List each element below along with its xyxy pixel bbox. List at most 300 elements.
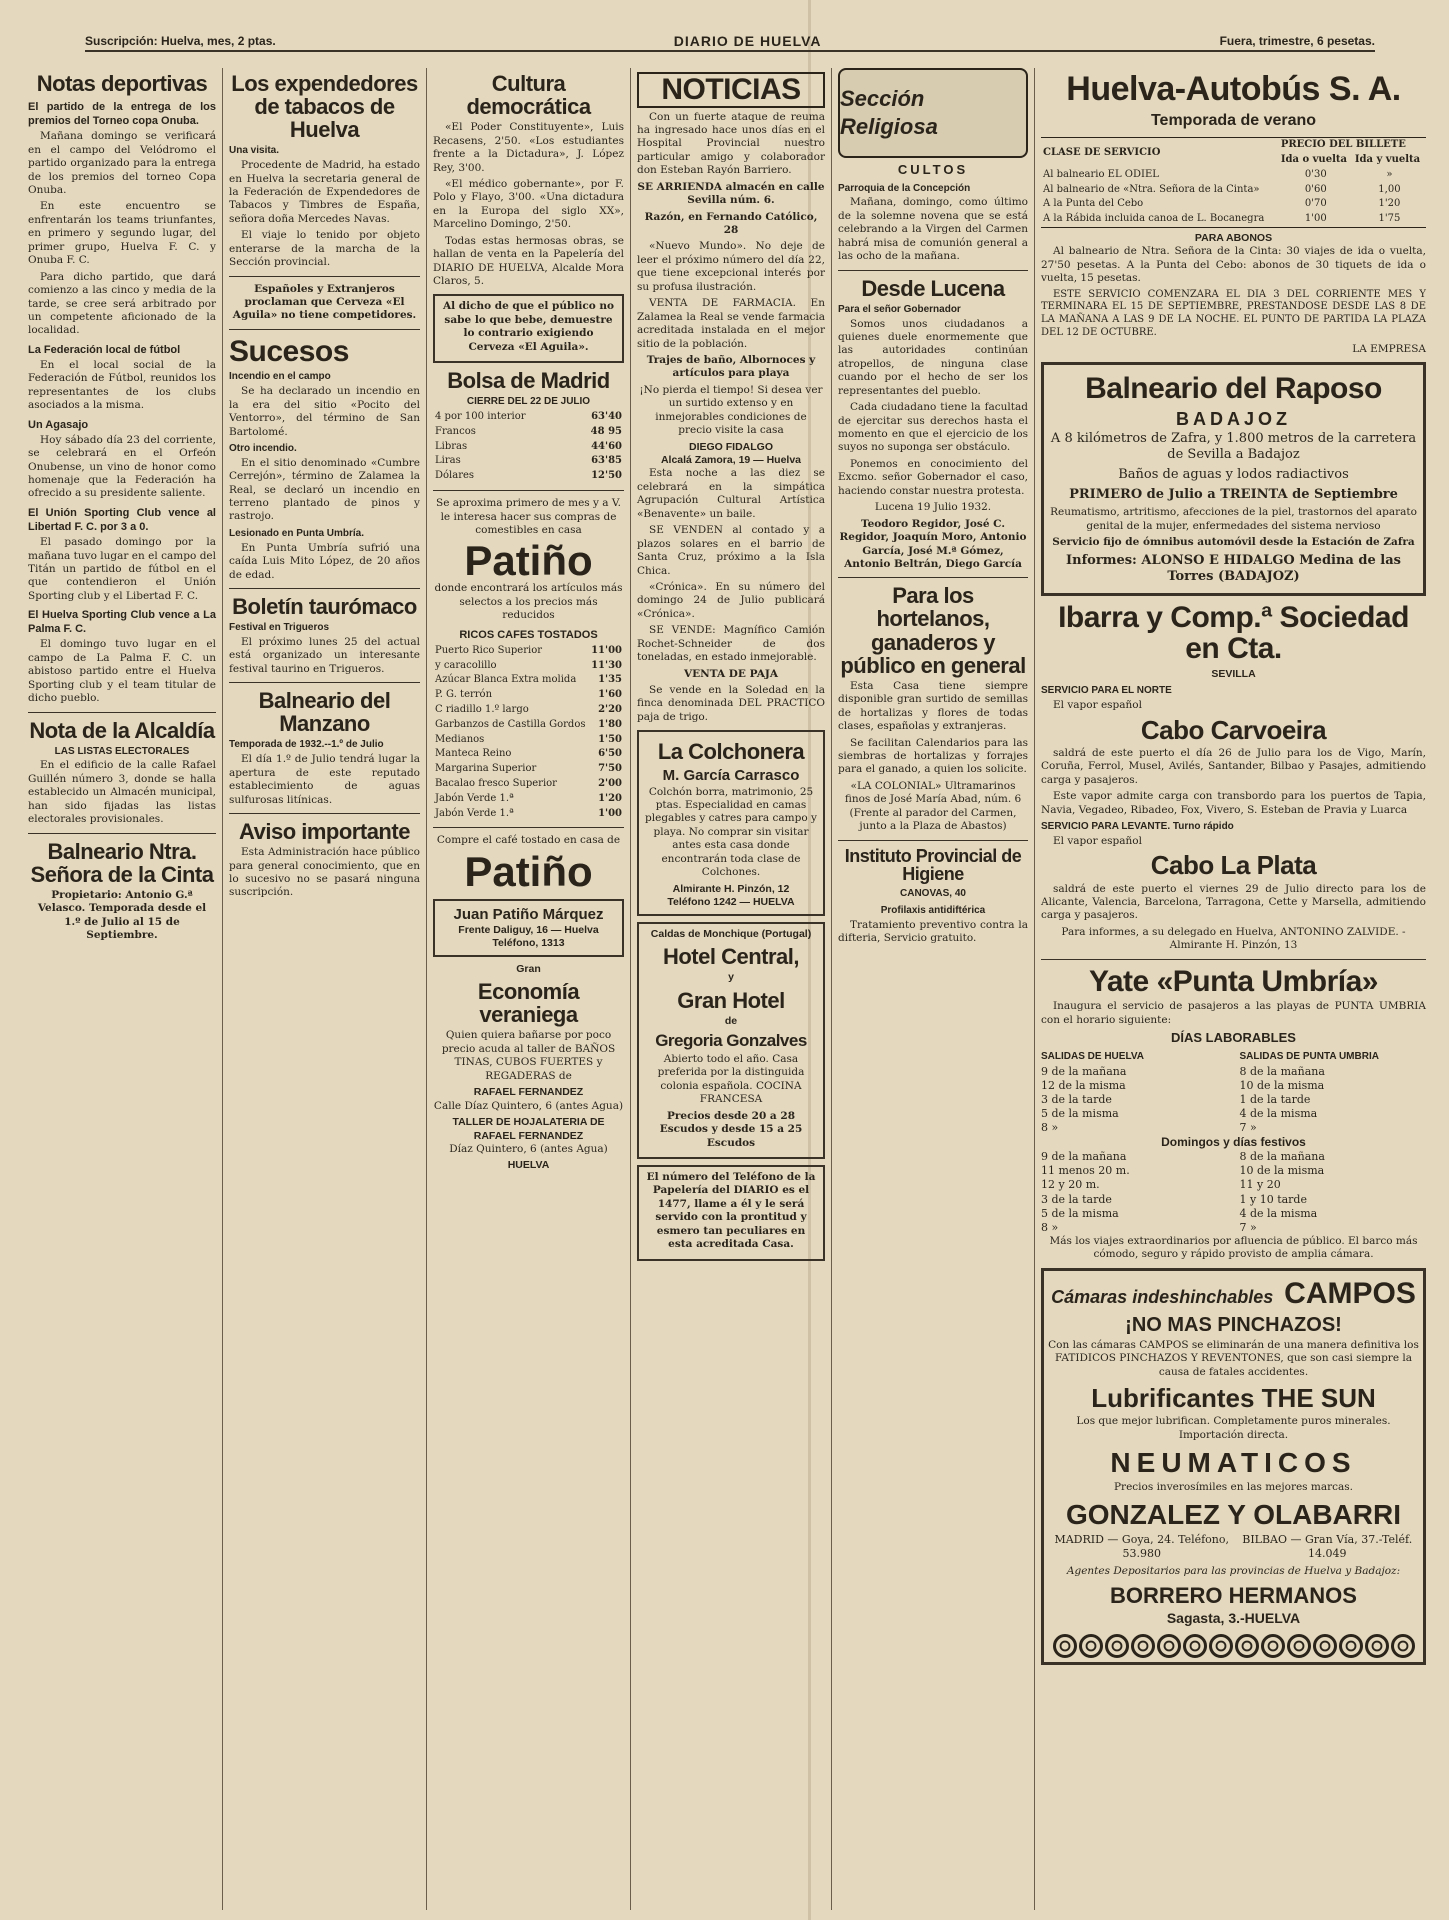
divider [229,682,420,683]
paragraph: saldrá de este puerto el día 26 de Julio para los de Vigo, Marín, Coruña, Ferrol, Musel, Avilés, Santander, Bilbao y Pasajes, admitiendo carga y pasajeros. [1041,746,1426,786]
culture-title: Cultura democrática [466,71,591,120]
weekday-schedule [1041,1047,1426,1135]
divider [433,490,624,491]
bus-subtitle: Temporada de verano [1150,111,1317,129]
tobacco-title: Los expendedores de tabacos de Huelva [231,71,418,143]
patino-brand: Patiño [464,537,593,585]
bus-col-service: CLASE DE SERVICIO [1043,146,1161,158]
letter-date: Lucena 19 Julio 1932. [874,501,992,514]
coffee-row [433,777,624,792]
subheading: CANOVAS, 40 [900,888,966,900]
item-name: Puerto Rico Superior [435,644,543,656]
noticias-title: NOTICIAS [637,72,825,108]
paragraph: «El médico gobernante», por F. Polo y Flayo, 3'00. «Una dictadura en la Europa del siglo XX», Marcelino Domingo, 2'50. [433,177,624,231]
city: HUELVA [507,1159,550,1172]
classified: SE ARRIENDA almacén en calle Sevilla núm. 6. [637,180,825,207]
taller-title: TALLER DE HOJALATERIA DE [452,1116,605,1129]
schedule-time: 3 de la tarde [1041,1092,1112,1106]
religious-section-logo: Sección Religiosa [838,68,1028,158]
subheading: El partido de la entrega de los premios del Torneo copa Onuba. [28,101,216,128]
paragraph: PRIMERO de Julio a TREINTA de Septiembre [1069,486,1398,502]
subheading: Para el señor Gobernador [838,303,961,315]
item-value: 11'00 [591,644,622,656]
paragraph: Quien quiera bañarse por poco precio acuda al taller de BAÑOS TINAS, CUBOS FUERTES y REGADERAS de [441,1029,616,1082]
item-value: 1'20 [598,792,622,804]
classified: ¡No pierda el tiempo! Si desea ver un surtido extenso y en inmejorables condiciones de precio visite la casa [639,383,823,437]
bus-destination: A la Punta del Cebo [1043,198,1144,210]
beer-note: Españoles y Extranjeros proclaman que Cerveza «El Aguila» no tiene competidores. [232,282,417,322]
schedule-time: 10 de la misma [1239,1164,1325,1178]
bus-row [1041,168,1426,183]
bus-destination: Al balneario EL ODIEL [1043,168,1159,180]
item-value: 1'00 [598,807,622,819]
borrero-address: Sagasta, 3.-HUELVA [1166,1609,1301,1626]
stock-subtitle: CIERRE DEL 22 DE JULIO [466,396,591,408]
paragraph: Todas estas hermosas obras, se hallan de venta en la Papelería del DIARIO DE HUELVA, Alcalde Mora Claros, 5. [433,234,624,287]
paragraph: Baños de aguas y lodos radiactivos [1118,467,1349,483]
coffee-row [433,644,624,659]
subheading: El Huelva Sporting Club vence a La Palma F. C. [28,609,216,636]
paragraph: En el sitio denominado «Cumbre Cerrejón», término de Zalamea la Real, se declaró un incendio en terreno plantado de pinos y rastrojo. [229,456,420,523]
abonos-title: PARA ABONOS [1194,231,1273,244]
coffee-row [433,718,624,733]
schedule-time: 8 » [1041,1220,1059,1234]
bilbao-address: BILBAO — Gran Vía, 37.-Teléf. 14.049 [1242,1533,1413,1561]
schedule-time: 8 » [1041,1120,1059,1134]
item-name: Dólares [435,470,475,482]
paragraph: En el local social de la Federación de Fútbol, reunidos los representantes de los clubs asociados a la misma. [28,358,216,412]
juan-patino-name: Juan Patiño Márquez [453,905,604,923]
bus-row [1041,212,1426,227]
paragraph: Propietario: Antonio G.ª Velasco. Temporada desde el 1.º de Julio al 15 de Septiembre. [37,888,207,942]
tire-icon [1261,1634,1285,1658]
schedule-time: 5 de la misma [1041,1106,1119,1120]
tire-icon [1079,1634,1103,1658]
coffee-row [433,659,624,674]
coffee-row [433,792,624,807]
raposo-city: BADAJOZ [1175,408,1291,429]
schedule-time: 8 de la mañana [1239,1150,1325,1164]
ship-1: Cabo Carvoeira [1140,714,1327,745]
column-1 [22,68,222,1910]
tire-icon [1209,1634,1233,1658]
schedule-time: 1 de la tarde [1239,1092,1311,1106]
item-value: 12'50 [591,470,622,482]
coffee-row [433,733,624,748]
paragraph: Se ha declarado un incendio en la era del sitio «Pocito del Ventorro», del término de San Bartolomé. [229,385,420,438]
stock-row [433,425,624,440]
hygiene-title: Instituto Provincial de Higiene [844,845,1022,885]
subheading: LAS LISTAS ELECTORALES [54,745,190,757]
divider [28,833,216,834]
bus-price-one-way: 0'70 [1304,198,1327,210]
paragraph: «Crónica». En su número del domingo 24 de Julio publicará «Crónica». [637,580,825,620]
paragraph: Los que mejor lubrifican. Completamente puros minerales. Importación directa. [1076,1415,1391,1441]
juan-patino-phone: Teléfono, 1313 [492,937,565,950]
from-huelva [1041,1047,1228,1135]
caldas-title: Caldas de Monchique (Portugal) [650,927,812,940]
tire-icon [1183,1634,1207,1658]
bus-price-round: 1'75 [1378,213,1401,225]
hotel-owner: Gregoria Gonzalves [655,1031,807,1051]
subheading: SERVICIO PARA LEVANTE. Turno rápido [1041,821,1234,833]
paragraph: El vapor español [1053,834,1142,847]
coffee-row [433,747,624,762]
bus-signature: LA EMPRESA [1352,342,1426,355]
item-name: y caracolillo [435,659,497,671]
stock-row [433,410,624,425]
paragraph: Tratamiento preventivo contra la difteria, Servicio gratuito. [838,918,1028,945]
item-name: Manteca Reino [435,748,512,760]
schedule-time: 1 y 10 tarde [1239,1192,1307,1206]
classified: SE VENDE: Magnífico Camión Rochet-Schneider de dos toneladas, en estado inmejorable. [637,624,825,664]
bus-col-one-way: Ida o vuelta [1280,153,1347,165]
bus-title: Huelva-Autobús S. A. [1066,70,1401,108]
paragraph: Más los viajes extraordinarios por afluencia de público. El barco más cómodo, seguro y rápido provisto de amplia cámara. [1049,1234,1418,1261]
bus-row [1041,183,1426,198]
from-punta-heading: SALIDAS DE PUNTA UMBRIA [1239,1050,1379,1062]
ibarra-city: SEVILLA [1211,667,1256,680]
schedule-time: 7 » [1239,1220,1257,1234]
schedule-time: 10 de la misma [1239,1078,1325,1092]
divider [229,329,420,330]
paragraph: saldrá de este puerto el viernes 29 de Julio directo para los de Alicante, Valencia, Barcelona, Tarragona, Cette y Marsella, admitiendo carga y pasajeros. [1041,882,1426,922]
colchonera-phone: Teléfono 1242 — HUELVA [667,896,795,909]
paragraph: Esta Casa tiene siempre disponible gran surtido de semillas de hortalizas y flores de todas clases, españolas y extranjeras. [838,679,1028,733]
paragraph: Al balneario de Ntra. Señora de la Cinta: 30 viajes de ida o vuelta, 27'50 pesetas. A la Punta del Cebo: abonos de 30 tiquets de ida o vuelta, 15 pesetas. [1041,245,1426,285]
divider [838,270,1028,271]
item-value: 2'20 [598,703,622,715]
subheading: SERVICIO PARA EL NORTE [1041,685,1172,697]
ibarra-title: Ibarra y Comp.ª Sociedad en Cta. [1058,600,1409,666]
item-name: Liras [435,455,461,467]
divider [229,813,420,814]
stock-row [433,454,624,469]
subheading: El Unión Sporting Club vence al Libertad F. C. por 3 a 0. [28,506,216,533]
patino-brand-2: Patiño [464,847,593,895]
subheading: Otro incendio. [229,442,297,454]
subheading: Una visita. [229,145,280,157]
paragraph: El día 1.º de Julio tendrá lugar la apertura de este reputado establecimiento de aguas sulfurosas litínicas. [229,753,420,806]
bus-price-round: 1'20 [1378,198,1401,210]
item-name: Medianos [435,733,485,745]
diego-address: Alcalá Zamora, 19 — Huelva [660,454,802,466]
manzano-title: Balneario del Manzano [258,688,391,737]
hotel-box [637,922,825,1159]
beer-box [433,294,624,363]
out-of-town-price: Fuera, trimestre, 6 pesetas. [1219,34,1375,48]
item-value: 63'85 [591,455,622,467]
tire-icon [1131,1634,1155,1658]
sundays-title: Domingos y días festivos [1161,1134,1306,1149]
subheading: Profilaxis antidiftérica [880,905,986,917]
box-text: El número del Teléfono de la Papelería del DIARIO es el 1477, llame a él y le será servido con la prontitud y esmero tan peculiares en esta acreditada Casa. [646,1170,816,1251]
neumaticos-title: NEUMATICOS [1110,1447,1357,1479]
colchonera-name: M. García Carrasco [662,767,800,785]
paragraph: El domingo tuvo lugar en el campo de La Palma F. C. un abistoso partido entre el Huelva Sporting club y el team titular de dicho pueblo. [28,638,216,705]
subheading: La Federación local de fútbol [28,343,181,356]
from-huelva-heading: SALIDAS DE HUELVA [1041,1050,1144,1062]
madrid-address: MADRID — Goya, 24. Teléfono, 53.980 [1054,1533,1230,1561]
schedule-time: 12 y 20 m. [1041,1178,1100,1192]
paragraph: Calle Díaz Quintero, 6 (antes Agua) [433,1099,624,1112]
paragraph: Esta noche a las diez se celebrará en la simpática Agrupación Cultural Artística «Benavente» un baile. [637,467,825,520]
divider [838,840,1028,841]
ship-2: Cabo La Plata [1150,850,1317,881]
sunday-from-punta [1240,1150,1427,1234]
schedule-time: 5 de la misma [1041,1206,1119,1220]
masthead [85,32,1375,52]
schedule-time: 12 de la misma [1041,1078,1126,1092]
tire-icon [1365,1634,1389,1658]
item-value: 2'00 [598,777,622,789]
tire-decoration [1048,1634,1419,1658]
paragraph: Agentes Depositarios para las provincias de Huelva y Badajoz: [1066,1565,1401,1578]
paragraph: Para informes, a su delegado en Huelva, ANTONINO ZALVIDE. - Almirante H. Pinzón, 13 [1061,925,1406,952]
sunday-schedule [1041,1150,1426,1234]
item-value: 44'60 [591,440,622,452]
from-punta-umbria [1240,1047,1427,1135]
bus-price-round: » [1386,168,1393,180]
stock-row [433,469,624,484]
item-value: 48 95 [590,425,622,437]
column-6 [1034,68,1432,1910]
bus-price-one-way: 0'60 [1304,183,1327,195]
item-value: 1'60 [598,689,622,701]
paragraph: El pasado domingo por la mañana tuvo lugar en el campo del Titán un partido de fútbol en el que contendieron el Unión Sporting club y el Libertad F. C. [28,536,216,602]
item-name: Bacalao fresco Superior [435,777,557,789]
bus-price-round: 1,00 [1378,183,1401,195]
paragraph: Mañana domingo se verificará en el campo del Velódromo el partido organizado para la entrega de los premios del torneo Copa Onuba. [28,130,216,196]
bus-row [1041,197,1426,212]
rafael-name: RAFAEL FERNANDEZ [473,1086,584,1099]
paragraph: «El Poder Constituyente», Luis Recasens, 2'50. «Los estudiantes frente a la Dictadura», J. López Rey, 3'00. [433,121,624,174]
paragraph: El próximo lunes 25 del actual está organizado un interesante festival taurino en Trigueros. [229,635,420,675]
item-name: Margarina Superior [435,763,537,775]
balneario-cinta-title: Balneario Ntra. Señora de la Cinta [30,838,214,887]
coffee-row [433,688,624,703]
subheading: Parroquia de la Concepción [838,182,971,194]
item-value: 6'50 [598,748,622,760]
hortelanos-title: Para los hortelanos, ganaderos y público en general [840,583,1026,678]
bus-price-one-way: 1'00 [1304,213,1327,225]
item-value: 1'80 [598,718,622,730]
item-name: 4 por 100 interior [435,411,526,423]
hotel-de: de [724,1014,738,1027]
schedule-time: 11 y 20 [1239,1178,1281,1192]
item-value: 7'50 [598,763,622,775]
gonzalez-addresses [1048,1533,1419,1561]
item-value: 11'30 [591,659,622,671]
lucena-title: Desde Lucena [861,275,1005,301]
classified: SE VENDEN al contado y a plazos solares en el barrio de Santa Cruz, próximo a la Isla Chica. [637,524,825,577]
gonzalez-title: GONZALEZ Y OLABARRI [1066,1499,1401,1531]
juan-patino-box [433,899,624,957]
paragraph: Somos unos ciudadanos a quienes duele enormemente que las autoridades continúan atropellos, de ninguna clase cuando por el hecho de ser los representantes del pueblo. [838,317,1028,397]
bus-destination: A la Rábida incluida canoa de L. Bocanegra [1043,213,1265,225]
sucesos-title: Sucesos [229,334,349,368]
bus-col-round: Ida y vuelta [1354,153,1421,165]
paragraph: Esta Administración hace público para general conocimiento, que en lo sucesivo no se pasará ninguna suscripción. [229,846,420,899]
campos-brand: CAMPOS [1284,1276,1416,1310]
subheading: Lesionado en Punta Umbría. [229,527,365,539]
paragraph: Inaugura el servicio de pasajeros a las playas de PUNTA UMBRIA con el horario siguiente: [1041,1000,1426,1026]
tire-icon [1105,1634,1129,1658]
juan-patino-address: Frente Daliguy, 16 — Huelva [458,923,599,936]
tire-icon [1391,1634,1415,1658]
paragraph: Servicio fijo de ómnibus automóvil desde la Estación de Zafra [1052,536,1415,549]
item-value: 1'35 [598,674,622,686]
paragraph: Abierto todo el año. Casa preferida por la distinguida colonia española. COCINA FRANCESA [657,1052,805,1106]
cultos-label: CULTOS [897,162,969,177]
subheading: Temporada de 1932.--1.º de Julio [229,739,384,751]
tire-icon [1287,1634,1311,1658]
item-name: Jabón Verde 1.ª [435,792,514,804]
classified: VENTA DE FARMACIA. En Zalamea la Real se vende farmacia acreditada instalada en el mejor sitio de la población. [637,297,825,350]
box-text: Al dicho de que el público no sabe lo que bebe, demuestre lo contrario exigiendo Cerveza «El Aguila». [442,300,615,353]
item-value: 1'50 [598,733,622,745]
column-3 [426,68,630,1910]
hotel-central: Hotel Central, [662,943,800,969]
tire-icon [1235,1634,1259,1658]
item-name: Jabón Verde 1.ª [435,807,514,819]
coffee-row [433,673,624,688]
paragraph: Díaz Quintero, 6 (antes Agua) [449,1142,608,1155]
item-name: P. G. terrón [435,689,493,701]
paragraph: Procedente de Madrid, ha estado en Huelva la secretaria general de la Federación de Expendedores de Tabacos y Timbres de España, señora doña Mercedes Navas. [229,159,420,225]
economia-title: Economía veraniega [477,979,580,1028]
divider [1041,959,1426,960]
paragraph: A 8 kilómetros de Zafra, y 1.800 metros de la carretera de Sevilla a Badajoz [1050,430,1417,463]
schedule-time: 3 de la tarde [1041,1192,1112,1206]
paragraph: Ponemos en conocimiento del Excmo. señor Gobernador el caso, haciendo constar nuestra protesta. [838,457,1028,497]
sports-notes-title: Notas deportivas [36,71,208,96]
paragraph: Se facilitan Calendarios para las siembras de hortalizas y forrajes para el ganado, a quien los solicite. [838,736,1028,776]
rafael-name-2: RAFAEL FERNANDEZ [473,1129,584,1142]
paragraph: En este encuentro se enfrentarán los teams triunfantes, en primero y segundo lugar, del primer grupo, Huelva F. C. y Onuba F. C. [28,200,216,267]
paragraph: Para dicho partido, que dará comienzo a las cinco y media de la tarde, se cree será arbitrado por un competente aficionado de la localidad. [28,270,216,337]
raposo-box [1041,362,1426,596]
schedule-time: 7 » [1239,1120,1257,1134]
hotel-y: y [728,971,734,984]
paragraph: ESTE SERVICIO COMENZARA EL DIA 3 DEL CORRIENTE MES Y TERMINARA EL 15 DE SEPTIEMBRE, PRESTANDOSE DESDE LAS 8 DE LA MAÑANA A LAS 9 DE LA NOCHE. EL PUNTO DE PARTIDA LA PLAZA DEL 12 DE OCTUBRE. [1041,288,1426,339]
divider [229,588,420,589]
subscription-price: Suscripción: Huelva, mes, 2 ptas. [85,34,276,48]
schedule-time: 8 de la mañana [1239,1064,1325,1078]
borrero-title: BORRERO HERMANOS [1110,1582,1357,1608]
stock-table [433,410,624,484]
notice-title: Aviso importante [239,818,410,844]
column-4 [630,68,831,1910]
diego-name: DIEGO FIDALGO [689,440,773,453]
paragraph: Este vapor admite carga con transbordo para los puertos de Tapia, Navia, Vegadeo, Ribadeo, Fox, Vivero, S. Esteban de Pravia y Luarca [1041,790,1426,816]
paragraph: Compre el café tostado en casa de [436,834,621,847]
paragraph: Se aproxima primero de mes y a V. le interesa hacer sus compras de comestibles en casa [436,497,621,536]
yate-title: Yate «Punta Umbría» [1089,964,1378,998]
weekdays-title: DÍAS LABORABLES [1171,1030,1296,1046]
bus-col-price: PRECIO DEL BILLETE [1280,139,1406,151]
stock-title: Bolsa de Madrid [447,368,610,394]
item-name: C riadillo 1.º largo [435,703,529,715]
newspaper-title: DIARIO DE HUELVA [673,33,822,49]
paragraph: Precios inverosímiles en las mejores marcas. [1113,1480,1354,1493]
item-name: Garbanzos de Castilla Gordos [435,718,586,730]
tire-icon [1157,1634,1181,1658]
phone-box [637,1165,825,1261]
paragraph: Mañana, domingo, como último de la solemne novena que se está celebrando a la Virgen del Carmen habrá misa de comunión general a las ocho de la mañana. [838,196,1028,263]
campos-header [1048,1275,1419,1313]
coffee-row [433,762,624,777]
paragraph: donde encontrará los artículos más selectos a los precios más reducidos [434,582,623,622]
subheading: Festival en Trigueros [229,622,330,634]
paragraph: Informes: ALONSO E HIDALGO Medina de las Torres (BADAJOZ) [1066,552,1401,585]
colchonera-box [637,730,825,915]
paragraph: El viaje lo tenido por objeto enterarse de la marcha de la Sección provincial. [229,229,420,269]
paragraph: Con las cámaras CAMPOS se eliminarán de una manera definitiva los FATIDICOS PINCHAZOS Y REVENTONES, que son casi siempre la causa de fatales accidentes. [1048,1338,1419,1378]
classified: VENTA DE PAJA [684,667,778,680]
subheading: Un Agasajo [28,418,89,431]
paragraph: Colchón borra, matrimonio, 25 ptas. Especialidad en camas plegables y catres para campo y playa. No comprar sin visitar antes esta casa donde encontrarán toda clase de Colchones. [645,785,817,879]
schedule-time: 9 de la mañana [1041,1064,1127,1078]
bus-price-one-way: 0'30 [1304,168,1327,180]
item-value: 63'40 [591,411,622,423]
campos-pre: Cámaras indeshinchables [1051,1286,1274,1307]
classified: Razón, en Fernando Católico, 28 [644,210,818,236]
coffee-title: RICOS CAFES TOSTADOS [459,628,598,641]
stock-row [433,440,624,455]
paragraph: Con un fuerte ataque de reuma ha ingresado hace unos días en el Hospital Provincial nuestro particular amigo y colaborador don Esteban Rayón Barriero. [637,110,825,177]
item-name: Azúcar Blanca Extra molida [435,674,577,686]
tire-icon [1339,1634,1363,1658]
coffee-table [433,644,624,822]
schedule-time: 9 de la mañana [1041,1150,1127,1164]
divider [433,827,624,828]
campos-slogan: ¡NO MAS PINCHAZOS! [1125,1314,1342,1337]
bullfighting-title: Boletín taurómaco [232,594,417,620]
column-2 [222,68,426,1910]
tire-icon [1313,1634,1337,1658]
letter-signers: Teodoro Regidor, José C. Regidor, Joaquín Moro, Antonio García, José M.ª Gómez, Antonio Beltrán, Diego García [839,517,1027,570]
paragraph: «Nuevo Mundo». No deje de leer el próximo número del día 22, que tiene excepcional interés por su profusa ilustración. [637,240,825,293]
sunday-from-huelva [1041,1150,1228,1234]
campos-box [1041,1268,1426,1665]
divider [838,577,1028,578]
classified: Se vende en la Soledad en la finca denominada DEL PRACTICO paja de trigo. [637,684,825,723]
economia-pre: Gran [516,962,541,975]
bus-destination: Al balneario de «Ntra. Señora de la Cinta» [1043,183,1260,195]
raposo-title: Balneario del Raposo [1085,372,1382,406]
paragraph: Cada ciudadano tiene la facultad de ejercitar sus derechos hasta el momento en que el ejercicio de los suyos no suponga ser obstáculo. [838,401,1028,454]
divider [229,276,420,277]
mayor-note-title: Nota de la Alcaldía [29,717,215,743]
schedule-time: 4 de la misma [1239,1206,1318,1220]
paragraph: En el edificio de la calle Rafael Guillén número 3, donde se halla establecido un Almacén municipal, han sido fijadas las listas electorales provisionales. [28,759,216,826]
classified: Trajes de baño, Albornoces y artículos para playa [646,353,816,380]
colchonera-title: La Colchonera [657,739,805,765]
item-name: Francos [435,425,476,437]
paragraph: El vapor español [1053,699,1142,712]
colonial-address: «LA COLONIAL» Ultramarinos finos de José María Abad, núm. 6 (Frente al parador del Carmen, junto a la Plaza de Abastos) [844,779,1022,833]
divider [28,712,216,713]
sun-title: Lubrificantes THE SUN [1091,1382,1376,1413]
paragraph: Reumatismo, artritismo, afecciones de la piel, trastornos del aparato genital de la mujer, enfermedades del sistema nervioso [1050,506,1417,532]
coffee-row [433,703,624,718]
tire-icon [1053,1634,1077,1658]
subheading: Incendio en el campo [229,371,331,383]
paragraph: En Punta Umbría sufrió una caída Luis Mito López, de 20 años de edad. [229,541,420,581]
bus-price-table [1041,137,1426,228]
colchonera-address: Almirante H. Pinzón, 12 [672,882,790,895]
